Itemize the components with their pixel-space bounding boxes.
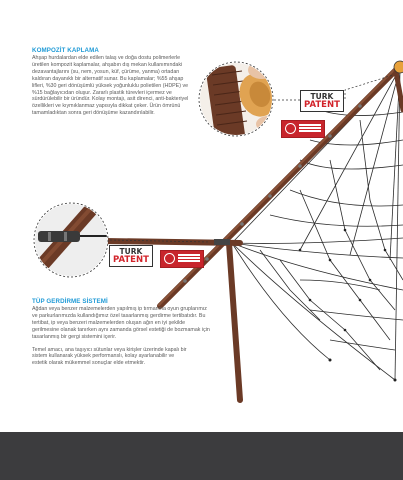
tension-system-text-2: Temel amacı, ana taşıyıcı sütunlar veya kirişler üzerinde kapalı bir sistem kullanarak yüksek performanslı, kolay ayarlanabilir ve estetik olarak mükemmel sonuçlar elde etmektir.	[32, 346, 187, 367]
composite-cladding-text: Ahşap hurdalardan elde edilen talaş ve doğa dostu polimerlerle üretilen kompozit kaplamalar, ahşabın dış mekan kullanımındaki dezavantajlarını (su, nem, yosun, küf, çürüme, yanma) ortadan kaldıran dayanıklı bir alternatif sunar. Bu kaplamalar; %55 ahşap lifleri, %30 geri dönüşümlü yüksek yoğunluklu polietilen (HDPE) ve %15 bağlayıcıdan oluşur. Zararlı plastik türevleri içermez ve sürdürülebilir bir üründür. Kolay montajı, asit direnci, anti-bakteriyel özellikleri ve kıymıklanmaz yapısıyla dikkat çeker. Ürün ömrünü tamamladıktan sonra geri dönüşüme kazandırılabilir.	[32, 55, 189, 117]
footer-bar	[0, 432, 403, 480]
magnifier-tension	[20, 203, 110, 290]
net-knots	[299, 229, 397, 382]
tension-system-section	[32, 298, 210, 367]
tension-tube	[214, 239, 230, 245]
patent-certificate-badge	[281, 120, 325, 138]
patent-logo-line2: PATENT	[304, 100, 340, 110]
top-cap	[394, 61, 403, 73]
patent-certificate-badge-2	[160, 250, 204, 268]
composite-cladding-title: KOMPOZİT KAPLAMA	[32, 47, 99, 54]
patent-logo-line1: TURK	[119, 247, 143, 256]
tension-system-title: TÜP GERDİRME SİSTEMİ	[32, 298, 108, 305]
turk-patent-logo-2	[109, 245, 153, 267]
tension-system-text-1: Ağdan veya benzer malzemelerden yapılmış ip tırmanma oyun gruplarımız ve parkurlarımızda kullandığımız özel tasarlanmış gerdirme tertibatıdır. Bu tertibat, ip veya benzeri malzemelerden oluşan ağın en iyi şekilde gerilmesine olanak tanırken aynı zamanda görsel estetiği de bozmamak için tasarlanmış bir gergi sistemini içerir.	[32, 306, 210, 340]
magnifier-composite	[199, 61, 282, 143]
patent-logo-line2: PATENT	[113, 255, 149, 265]
composite-cladding-section	[32, 47, 210, 117]
patent-logo-line1: TURK	[310, 92, 334, 101]
turk-patent-logo	[300, 90, 344, 112]
